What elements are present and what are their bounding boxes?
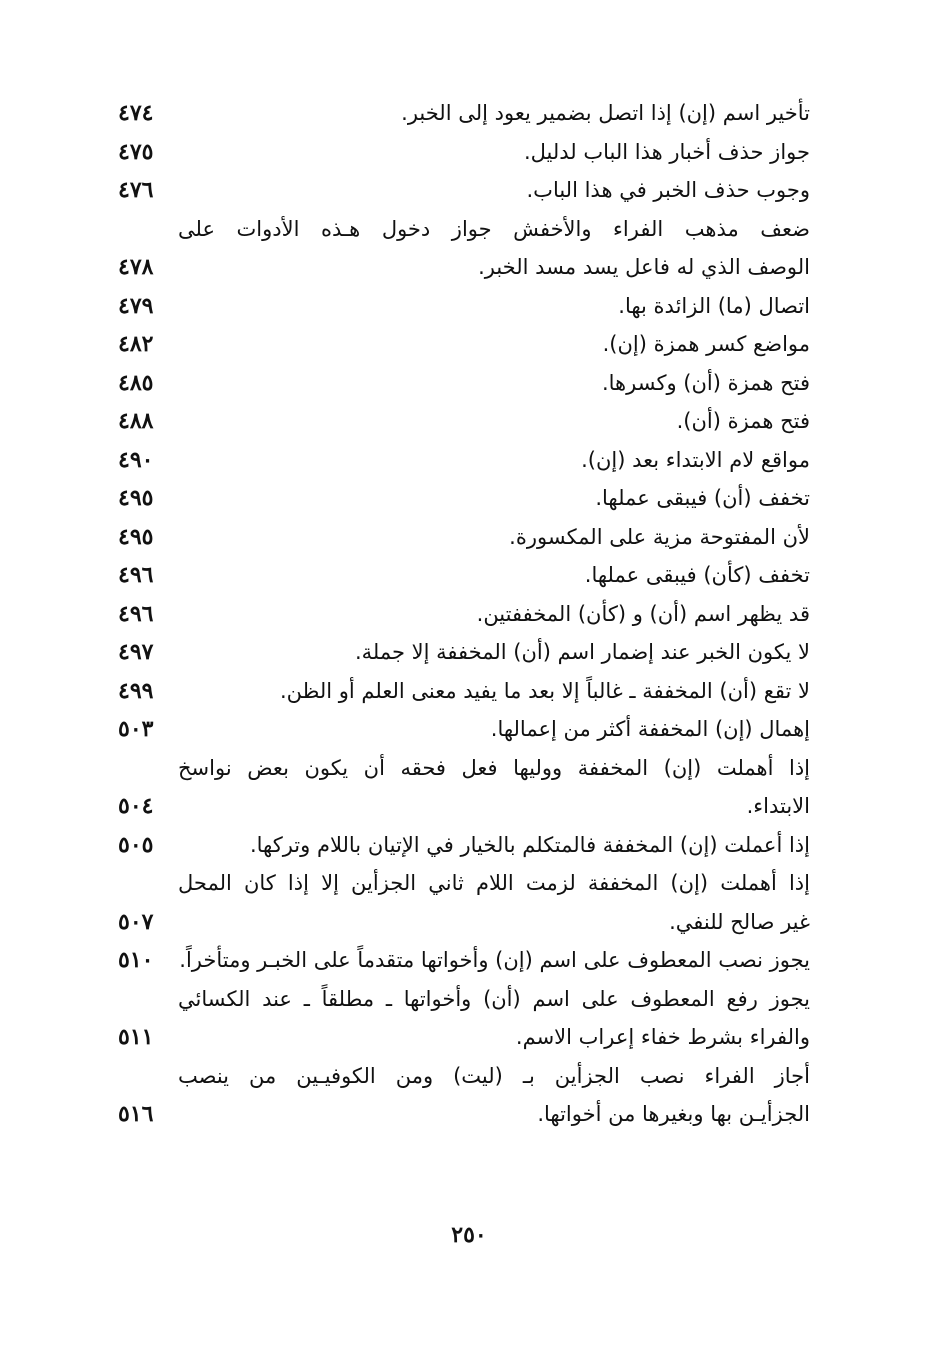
- entry-title-line: الجزأيـن بها وبغيرها من أخواتها.: [537, 1102, 810, 1126]
- index-entry: [118, 672, 812, 711]
- index-entry: [118, 133, 812, 172]
- entry-page-number: ٥٠٣: [118, 716, 154, 742]
- entry-page-number: ٤٧٨: [118, 254, 154, 280]
- entry-title-line: اتصال (ما) الزائدة بها.: [618, 293, 810, 318]
- index-list: [118, 94, 812, 1134]
- index-entry: [118, 518, 812, 557]
- index-entry: [118, 287, 812, 326]
- entry-title: [178, 980, 812, 1057]
- entry-title-line: إهمال (إن) المخففة أكثر من إعمالها.: [490, 717, 810, 741]
- entry-page-number: ٤٨٥: [118, 369, 154, 396]
- entry-title-line: الوصف الذي له فاعل يسد مسد الخبر.: [478, 255, 810, 279]
- index-entry: [118, 1057, 812, 1134]
- entry-title-line: إذا أعملت (إن) المخففة فالمتكلم بالخيار في الإتيان باللام وتركها.: [249, 832, 810, 857]
- entry-title: [178, 479, 812, 518]
- entry-page-number: ٥٠٧: [118, 908, 154, 935]
- index-entry: [118, 556, 812, 595]
- entry-title: [178, 749, 812, 826]
- entry-title: [178, 672, 812, 711]
- entry-title: [178, 595, 812, 634]
- entry-title-line: وجوب حذف الخبر في هذا الباب.: [526, 178, 810, 202]
- entry-page-number: ٤٨٢: [118, 331, 154, 357]
- entry-title: [178, 864, 812, 941]
- entry-page-number: ٥٠٤: [118, 793, 154, 819]
- entry-title-line: إذا أهملت (إن) المخففة ووليها فعل فحقه أن يكون بعض نواسخ: [178, 755, 810, 780]
- entry-page-number: ٤٩٧: [118, 639, 154, 665]
- entry-title-line: والفراء بشرط خفاء إعراب الاسم.: [515, 1025, 810, 1049]
- entry-title-line: لا تقع (أن) المخففة ـ غالباً إلا بعد ما يفيد معنى العلم أو الظن.: [279, 678, 810, 703]
- entry-title: [178, 710, 812, 749]
- entry-page-number: ٤٩٠: [118, 446, 154, 473]
- entry-page-number: ٥١٦: [118, 1101, 154, 1127]
- entry-page-number: ٤٩٦: [118, 562, 154, 588]
- index-entry: [118, 210, 812, 287]
- entry-title-line: لا يكون الخبر عند إضمار اسم (أن) المخففة إلا جملة.: [354, 640, 810, 664]
- entry-title: [178, 210, 812, 287]
- entry-page-number: ٤٧٥: [118, 138, 154, 165]
- entry-page-number: ٥١٠: [118, 947, 154, 973]
- index-entry: [118, 479, 812, 518]
- index-entry: [118, 364, 812, 403]
- entry-page-number: ٤٩٥: [118, 523, 154, 550]
- index-entry: [118, 826, 812, 865]
- entry-page-number: ٤٧٤: [118, 100, 154, 126]
- index-entry: [118, 749, 812, 826]
- entry-title: [178, 556, 812, 595]
- entry-title-line: إذا أهملت (إن) المخففة لزمت اللام ثاني الجزأين إلا إذا كان المحل: [178, 871, 810, 895]
- index-entry: [118, 633, 812, 672]
- index-entry: [118, 710, 812, 749]
- index-entry: [118, 941, 812, 980]
- entry-page-number: ٤٩٩: [118, 677, 154, 704]
- entry-title-line: تأخير اسم (إن) إذا اتصل بضمير يعود إلى الخبر.: [401, 101, 810, 125]
- entry-title: [178, 171, 812, 210]
- entry-page-number: ٥١١: [118, 1024, 154, 1050]
- entry-title-line: تخفف (أن) فيبقى عملها.: [595, 486, 810, 510]
- entry-page-number: ٤٧٩: [118, 292, 154, 319]
- page-number: ٢٥٠: [451, 1222, 487, 1248]
- entry-title: [178, 94, 812, 133]
- entry-page-number: ٤٩٦: [118, 600, 154, 627]
- entry-title: [178, 1057, 812, 1134]
- entry-title: [178, 133, 812, 172]
- entry-title-line: يجوز نصب المعطوف على اسم (إن) وأخواتها متقدماً على الخبـر ومتأخراً.: [179, 948, 810, 972]
- index-entry: [118, 402, 812, 441]
- entry-title-line: غير صالح للنفي.: [669, 909, 810, 934]
- entry-title-line: مواقع لام الابتداء بعد (إن).: [581, 447, 810, 472]
- entry-title-line: جواز حذف أخبار هذا الباب لدليل.: [523, 139, 810, 164]
- entry-page-number: ٥٠٥: [118, 831, 154, 858]
- entry-title-line: أجاز الفراء نصب الجزأين بـ (ليت) ومن الكوفيـين من ينصب: [178, 1063, 810, 1088]
- entry-page-number: ٤٧٦: [118, 177, 154, 203]
- index-entry: [118, 980, 812, 1057]
- entry-title: [178, 441, 812, 480]
- entry-page-number: ٤٩٥: [118, 485, 154, 511]
- entry-title: [178, 941, 812, 980]
- entry-page-number: ٤٨٨: [118, 408, 154, 434]
- entry-title: [178, 402, 812, 441]
- entry-title: [178, 287, 812, 326]
- entry-title-line: يجوز رفع المعطوف على اسم (أن) وأخواتها ـ مطلقاً ـ عند الكسائي: [178, 986, 810, 1011]
- entry-title: [178, 826, 812, 865]
- entry-title-line: فتح همزة (أن).: [676, 409, 810, 433]
- index-entry: [118, 325, 812, 364]
- entry-title: [178, 518, 812, 557]
- entry-title: [178, 325, 812, 364]
- entry-title-line: مواضع كسر همزة (إن).: [602, 332, 810, 356]
- entry-title-line: قد يظهر اسم (أن) و (كأن) المخففتين.: [476, 601, 810, 626]
- index-entry: [118, 595, 812, 634]
- entry-title-line: ضعف مذهب الفراء والأخفش جواز دخول هـذه الأدوات على: [178, 216, 810, 241]
- entry-title-line: تخفف (كأن) فيبقى عملها.: [584, 563, 810, 587]
- index-entry: [118, 171, 812, 210]
- entry-title-line: الابتداء.: [746, 794, 810, 818]
- index-entry: [118, 94, 812, 133]
- index-entry: [118, 441, 812, 480]
- index-entry: [118, 864, 812, 941]
- entry-title-line: لأن المفتوحة مزية على المكسورة.: [509, 524, 810, 549]
- entry-title: [178, 633, 812, 672]
- entry-title-line: فتح همزة (أن) وكسرها.: [601, 370, 810, 395]
- entry-title: [178, 364, 812, 403]
